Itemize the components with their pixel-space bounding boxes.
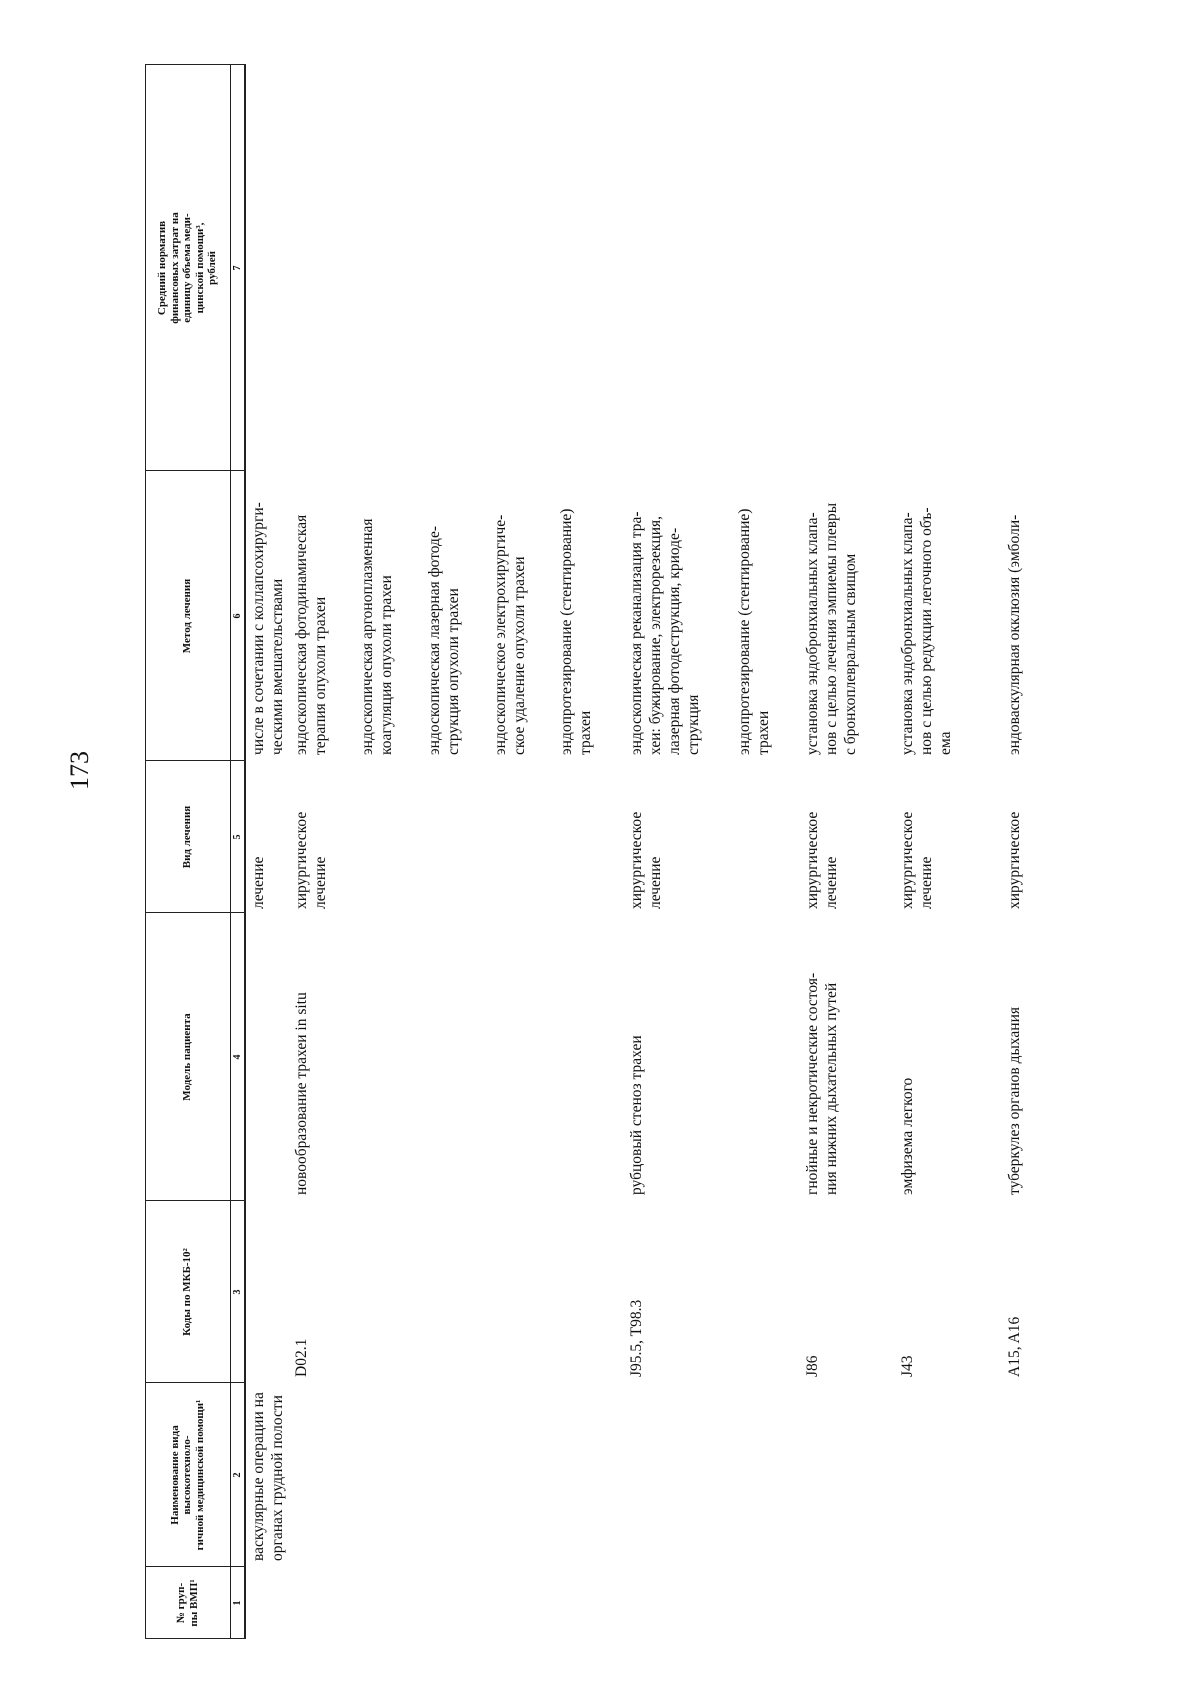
row2-treatment-method-1: эндоскопическая реканализация тра- хеи: бужирование, электрорезекция, лазерная фотодеструкция, криоде- струкция bbox=[628, 511, 702, 755]
col-number-1: 1 bbox=[231, 1600, 243, 1606]
row4-treatment-type: хирургическое лечение bbox=[899, 811, 935, 909]
row3-treatment-type: хирургическое лечение bbox=[804, 811, 840, 909]
row4-treatment-method: установка эндобронхиальных клапа- нов с целью редукции легочного объ- ема bbox=[899, 507, 954, 755]
row3-treatment-method: установка эндобронхиальных клапа- нов с целью лечения эмпиемы плевры с бронхоплевральным свищом bbox=[804, 502, 859, 755]
row1-patient-model: новообразование трахеи in situ bbox=[293, 992, 310, 1195]
header-treatment-type: Вид лечения bbox=[181, 805, 194, 869]
row2-icd-code: J95.5, T98.3 bbox=[628, 1299, 645, 1377]
row2-treatment-method-2: эндопротезирование (стентирование) трахеи bbox=[736, 508, 772, 755]
row2-patient-model: рубцовый стеноз трахеи bbox=[628, 1035, 645, 1195]
medical-care-table bbox=[145, 64, 1155, 1639]
col-number-4: 4 bbox=[231, 1054, 243, 1060]
col-number-7: 7 bbox=[231, 265, 243, 271]
row0-treatment-method: числе в сочетании с коллапсохирурги- ческими вмешательствами bbox=[250, 502, 286, 755]
header-patient-model: Модель пациента bbox=[181, 1013, 194, 1101]
row5-icd-code: A15, A16 bbox=[1006, 1316, 1023, 1377]
column-numbers-divider bbox=[244, 64, 246, 1639]
col-number-5: 5 bbox=[231, 834, 243, 840]
header-care-type-name: Наименование вида высокотехноло- гичной медицинской помощи¹ bbox=[168, 1399, 206, 1551]
row1-treatment-type: хирургическое лечение bbox=[293, 811, 329, 909]
row1-treatment-method-5: эндопротезирование (стентирование) трахеи bbox=[558, 508, 594, 755]
header-treatment-method: Метод лечения bbox=[181, 578, 194, 654]
row2-treatment-type: хирургическое лечение bbox=[628, 811, 664, 909]
header-cost-standard: Средний норматив финансовых затрат на единицу объема меди- цинской помощи³, рублей bbox=[155, 212, 219, 324]
page-number: 173 bbox=[65, 751, 94, 790]
col-number-2: 2 bbox=[231, 1472, 243, 1478]
row5-patient-model: туберкулез органов дыхания bbox=[1006, 1006, 1023, 1195]
row4-patient-model: эмфизема легкого bbox=[899, 1077, 916, 1195]
row3-patient-model: гнойные и некротические состоя- ния нижних дыхательных путей bbox=[804, 972, 840, 1195]
col-number-3: 3 bbox=[231, 1289, 243, 1295]
row1-treatment-method-4: эндоскопическое электрохирургиче- ское удаление опухоли трахеи bbox=[492, 514, 528, 755]
row1-treatment-method-1: эндоскопическая фотодинамическая терапия опухоли трахеи bbox=[293, 514, 329, 755]
row4-icd-code: J43 bbox=[899, 1355, 916, 1377]
row1-treatment-method-2: эндоскопическая аргоноплазменная коагуляция опухоли трахеи bbox=[359, 518, 395, 755]
col-number-6: 6 bbox=[231, 613, 243, 619]
rotated-table-wrapper bbox=[145, 64, 1155, 1639]
row0-treatment-type: лечение bbox=[250, 856, 267, 909]
header-group-number: № груп- пы ВМП¹ bbox=[174, 1579, 200, 1627]
row1-icd-code: D02.1 bbox=[293, 1338, 310, 1377]
row5-treatment-method: эндоваскулярная окклюзия (эмболи- bbox=[1006, 514, 1023, 755]
row3-icd-code: J86 bbox=[804, 1355, 821, 1377]
row5-treatment-type: хирургическое bbox=[1006, 811, 1023, 909]
header-icd-codes: Коды по МКБ-10² bbox=[181, 1248, 194, 1336]
row1-treatment-method-3: эндоскопическая лазерная фотоде- струкция опухоли трахеи bbox=[426, 526, 462, 755]
row0-care-type-name: васкулярные операции на органах грудной полости bbox=[250, 1392, 286, 1561]
